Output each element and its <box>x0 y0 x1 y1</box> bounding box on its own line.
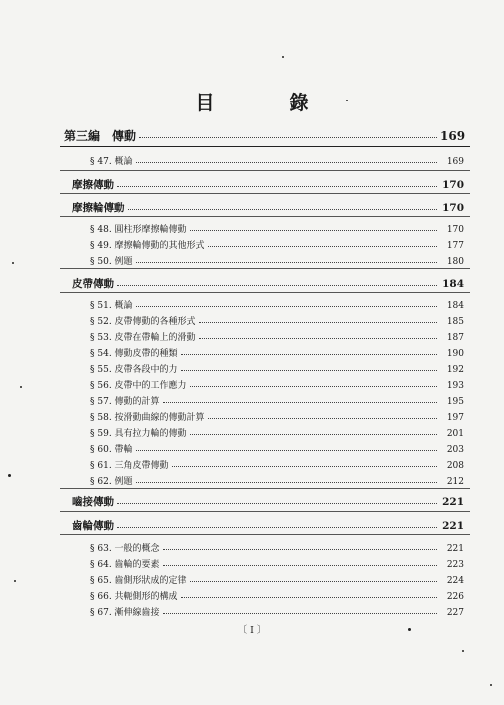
divider <box>60 488 470 489</box>
toc-entry <box>90 238 464 251</box>
toc-entry-label: § 52. 皮帶傳動的各種形式 <box>90 317 196 327</box>
toc-entry <box>90 557 464 570</box>
toc-page-number: 170 <box>442 179 464 191</box>
toc-heading-label: 皮帶傳動 <box>72 278 114 290</box>
toc-heading <box>72 177 464 192</box>
scan-speck <box>462 650 464 652</box>
toc-entry-label: § 63. 一般的概念 <box>90 544 160 554</box>
leader-dots <box>117 186 437 187</box>
divider <box>60 534 470 535</box>
toc-entry-label: § 62. 例題 <box>90 477 133 487</box>
toc-entry-label: § 66. 共軛側形的構成 <box>90 592 178 602</box>
toc-page-number: 226 <box>446 592 464 602</box>
scan-speck <box>14 580 16 582</box>
toc-entry-label: § 55. 皮帶各段中的力 <box>90 365 178 375</box>
leader-dots <box>163 402 437 403</box>
toc-entry <box>90 589 464 602</box>
toc-page-number: 201 <box>446 429 464 439</box>
toc-entry-label: § 65. 齒側形狀成的定律 <box>90 576 187 586</box>
divider <box>60 268 470 269</box>
leader-dots <box>163 565 437 566</box>
toc-entry <box>90 442 464 455</box>
toc-heading-label: 摩擦輪傳動 <box>72 202 125 214</box>
leader-dots <box>136 262 437 263</box>
toc-entry-label: § 58. 按滑動曲線的傳動計算 <box>90 413 205 423</box>
toc-page-number: 184 <box>446 301 464 311</box>
toc-entry-label: § 49. 摩擦輪傳動的其他形式 <box>90 241 205 251</box>
toc-entry-label: § 51. 概論 <box>90 301 133 311</box>
toc-entry-label: § 53. 皮帶在帶輪上的滑動 <box>90 333 196 343</box>
toc-page-number: 221 <box>446 544 464 554</box>
toc-entry-label: § 61. 三角皮帶傳動 <box>90 461 169 471</box>
toc-heading <box>72 200 464 215</box>
toc-page-number: 227 <box>446 608 464 618</box>
leader-dots <box>190 230 437 231</box>
toc-page-number: 203 <box>446 445 464 455</box>
leader-dots <box>128 209 438 210</box>
toc-page-number: 195 <box>446 397 464 407</box>
divider <box>60 193 470 194</box>
toc-page-number: 169 <box>446 157 464 167</box>
toc-part-label: 第三編 傳動 <box>64 129 137 143</box>
toc-entry-label: § 67. 漸伸線齒接 <box>90 608 160 618</box>
toc-entry <box>90 541 464 554</box>
toc-page-number: 187 <box>446 333 464 343</box>
toc-entry-label: § 60. 帶輪 <box>90 445 133 455</box>
scan-speck <box>346 100 348 101</box>
leader-dots <box>117 527 437 528</box>
leader-dots <box>208 246 437 247</box>
toc-page-number: 170 <box>446 225 464 235</box>
leader-dots <box>181 370 437 371</box>
toc-entry <box>90 254 464 267</box>
leader-dots <box>181 597 437 598</box>
divider <box>60 170 470 171</box>
toc-heading-label: 齒輪傳動 <box>72 520 114 532</box>
scan-speck <box>408 628 411 631</box>
toc-page-number: 208 <box>446 461 464 471</box>
toc-page-number: 185 <box>446 317 464 327</box>
toc-entry <box>90 394 464 407</box>
toc-page-number: 180 <box>446 257 464 267</box>
scan-speck <box>12 262 14 264</box>
toc-page-number: 169 <box>440 129 466 143</box>
toc-heading <box>72 518 464 533</box>
leader-dots <box>136 162 437 163</box>
toc-entry-label: § 64. 齒輪的要素 <box>90 560 160 570</box>
leader-dots <box>136 450 437 451</box>
toc-heading <box>72 494 464 509</box>
toc-heading-label: 摩擦傳動 <box>72 179 114 191</box>
leader-dots <box>190 581 437 582</box>
leader-dots <box>172 466 437 467</box>
toc-entry-label: § 59. 具有拉力輪的傳動 <box>90 429 187 439</box>
leader-dots <box>181 354 437 355</box>
toc-heading <box>72 276 464 291</box>
toc-entry <box>90 346 464 359</box>
toc-entry-label: § 50. 例題 <box>90 257 133 267</box>
leader-dots <box>117 503 437 504</box>
leader-dots <box>163 613 437 614</box>
toc-page-number: 170 <box>442 202 464 214</box>
toc-heading-label: 嚙接傳動 <box>72 496 114 508</box>
toc-entry <box>90 298 464 311</box>
toc-entry <box>90 474 464 487</box>
toc-entry-label: § 57. 傳動的計算 <box>90 397 160 407</box>
leader-dots <box>190 434 437 435</box>
leader-dots <box>199 338 437 339</box>
leader-dots <box>208 418 437 419</box>
toc-page-number: 224 <box>446 576 464 586</box>
toc-page-number: 223 <box>446 560 464 570</box>
leader-dots <box>117 285 437 286</box>
leader-dots <box>190 386 437 387</box>
scan-speck <box>8 474 11 477</box>
divider <box>60 511 470 512</box>
toc-entry <box>90 330 464 343</box>
page-title: 目 錄 <box>195 92 337 114</box>
toc-entry <box>90 362 464 375</box>
toc-entry-label: § 48. 圓柱形摩擦輪傳動 <box>90 225 187 235</box>
toc-entry-label: § 54. 傳動皮帶的種類 <box>90 349 178 359</box>
toc-part-row <box>64 127 464 144</box>
scan-speck <box>282 56 284 58</box>
leader-dots <box>136 306 437 307</box>
toc-entry <box>90 410 464 423</box>
toc-page-number: 197 <box>446 413 464 423</box>
scan-speck <box>490 684 492 686</box>
toc-entry <box>90 426 464 439</box>
toc-entry <box>90 154 464 167</box>
divider <box>60 292 470 293</box>
toc-entry-label: § 47. 概論 <box>90 157 133 167</box>
toc-entry <box>90 458 464 471</box>
toc-entry-label: § 56. 皮帶中的工作應力 <box>90 381 187 391</box>
toc-entry <box>90 378 464 391</box>
toc-page-number: 221 <box>442 496 464 508</box>
scan-speck <box>20 386 22 388</box>
toc-page-number: 177 <box>446 241 464 251</box>
toc-page-number: 192 <box>446 365 464 375</box>
toc-page-number: 184 <box>442 278 464 290</box>
divider <box>60 216 470 217</box>
leader-dots <box>199 322 437 323</box>
toc-entry <box>90 222 464 235</box>
leader-dots <box>139 137 437 138</box>
top-rule <box>60 146 470 147</box>
toc-page-number: 190 <box>446 349 464 359</box>
toc-entry <box>90 605 464 618</box>
leader-dots <box>163 549 437 550</box>
toc-entry <box>90 573 464 586</box>
toc-page-number: 212 <box>446 477 464 487</box>
toc-page-number: 193 <box>446 381 464 391</box>
toc-entry <box>90 314 464 327</box>
page-number-footer: 〔 I 〕 <box>237 625 267 636</box>
toc-page-number: 221 <box>442 520 464 532</box>
leader-dots <box>136 482 437 483</box>
